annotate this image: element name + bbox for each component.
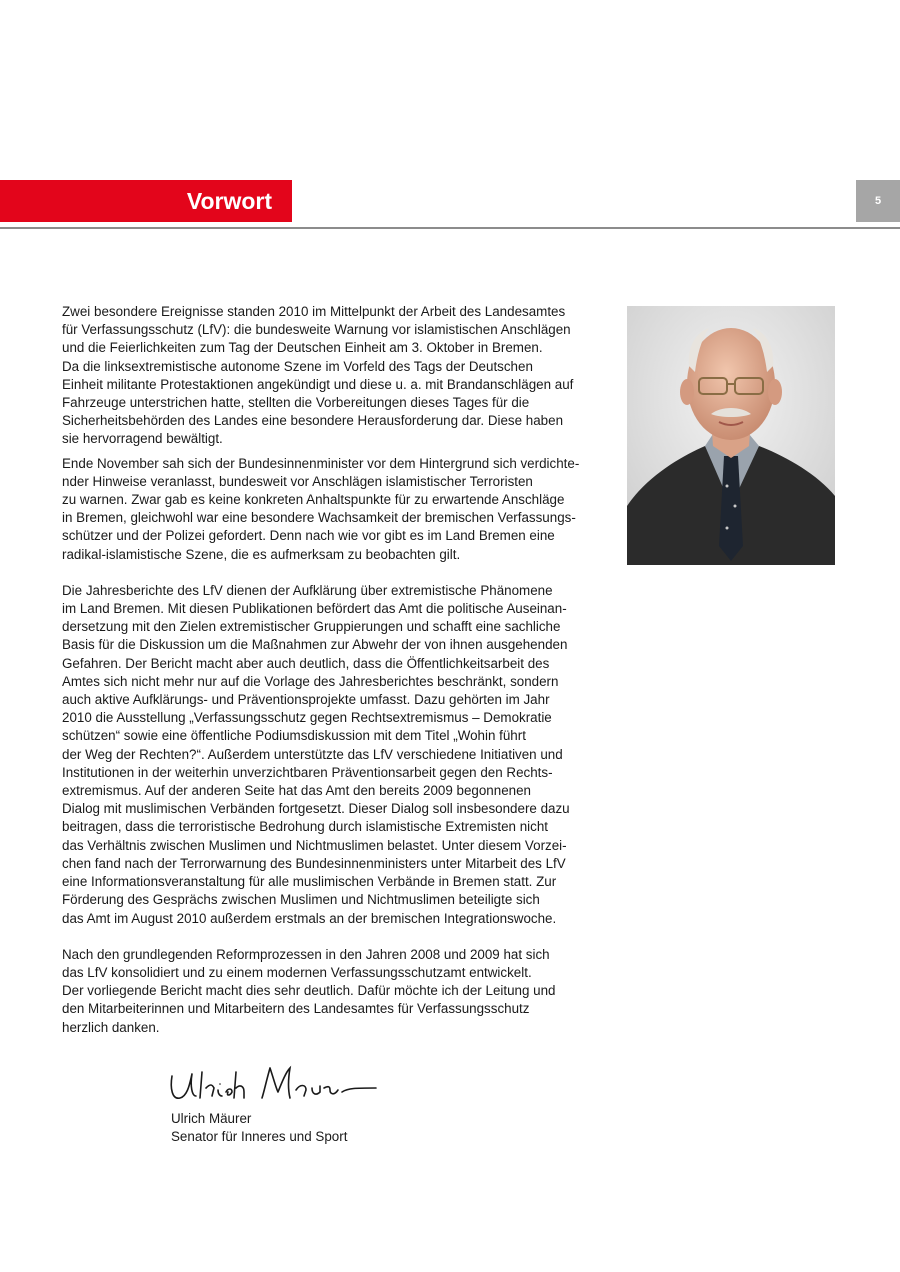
text-line: schützer und der Polizei gefordert. Denn nach wie vor gibt es im Land Bremen eine xyxy=(62,528,555,544)
text-line: für Verfassungsschutz (LfV): die bundesweite Warnung vor islamistischen Anschlägen xyxy=(62,322,571,338)
text-line: der Weg der Rechten?“. Außerdem unterstützte das LfV verschiedene Initiativen und xyxy=(62,746,563,762)
foreword-text xyxy=(62,303,612,1037)
text-line: chen fand nach der Terrorwarnung des Bundesinnenministers unter Mitarbeit des LfV xyxy=(62,855,566,871)
text-line: in Bremen, gleichwohl war eine besondere Wachsamkeit der bremischen Verfassungs- xyxy=(62,510,576,526)
text-line: Die Jahresberichte des LfV dienen der Aufklärung über extremistische Phänomene xyxy=(62,582,553,598)
text-line: im Land Bremen. Mit diesen Publikationen befördert das Amt die politische Auseinan- xyxy=(62,601,567,617)
signatory-name: Ulrich Mäurer xyxy=(171,1111,252,1126)
text-line: radikal-islamistische Szene, die es aufmerksam zu beobachten gilt. xyxy=(62,546,461,562)
text-line: das Amt im August 2010 außerdem erstmals an der bremischen Integrationswoche. xyxy=(62,910,557,926)
text-line: dersetzung mit den Zielen extremistischer Gruppierungen und schafft eine sachliche xyxy=(62,619,561,635)
handwritten-signature xyxy=(166,1062,381,1108)
text-line: sie hervorragend bewältigt. xyxy=(62,431,223,447)
text-line: eine Informationsveranstaltung für alle muslimischen Verbände in Bremen statt. Zur xyxy=(62,874,557,890)
page-number: 5 xyxy=(856,180,900,222)
text-line: beitragen, dass die terroristische Bedrohung durch islamistische Extremisten nicht xyxy=(62,819,549,835)
text-line: 2010 die Ausstellung „Verfassungsschutz gegen Rechtsextremismus – Demokratie xyxy=(62,710,552,726)
text-line: Nach den grundlegenden Reformprozessen in den Jahren 2008 und 2009 hat sich xyxy=(62,946,550,962)
signatory-role: Senator für Inneres und Sport xyxy=(171,1129,348,1145)
text-line: Ende November sah sich der Bundesinnenminister vor dem Hintergrund sich verdichte- xyxy=(62,455,580,471)
text-line: extremismus. Auf der anderen Seite hat das Amt den bereits 2009 begonnenen xyxy=(62,783,531,799)
text-line: den Mitarbeiterinnen und Mitarbeitern des Landesamtes für Verfassungsschutz xyxy=(62,1001,530,1017)
text-line: nder Hinweise veranlasst, bundesweit vor Anschlägen islamistischer Terroristen xyxy=(62,473,533,489)
text-line: Basis für die Diskussion um die Maßnahmen zur Abwehr der von ihnen ausgehenden xyxy=(62,637,568,653)
text-line: das Verhältnis zwischen Muslimen und Nichtmuslimen belastet. Unter diesem Vorzei- xyxy=(62,837,567,853)
paragraph-3 xyxy=(62,582,612,928)
paragraph-4 xyxy=(62,946,612,1037)
text-line: und die Feierlichkeiten zum Tag der Deutschen Einheit am 3. Oktober in Bremen. xyxy=(62,340,543,356)
text-line: das LfV konsolidiert und zu einem modernen Verfassungsschutzamt entwickelt. xyxy=(62,964,532,980)
text-line: zu warnen. Zwar gab es keine konkreten Anhaltspunkte für zu erwartende Anschläge xyxy=(62,492,565,508)
text-line: Der vorliegende Bericht macht dies sehr deutlich. Dafür möchte ich der Leitung und xyxy=(62,983,556,999)
section-header-bar xyxy=(0,180,292,222)
paragraph-2 xyxy=(62,455,612,564)
text-line: Förderung des Gesprächs zwischen Muslimen und Nichtmuslimen beteiligte sich xyxy=(62,892,540,908)
section-title: Vorwort xyxy=(186,188,272,214)
text-line: Einheit militante Protestaktionen angekündigt und diese u. a. mit Brandanschlägen auf xyxy=(62,376,574,392)
author-portrait xyxy=(627,306,835,565)
text-line: Amtes sich nicht mehr nur auf die Vorlage des Jahresberichtes beschränkt, sondern xyxy=(62,673,559,689)
signature-scribble xyxy=(166,1062,381,1108)
text-line: Dialog mit muslimischen Verbänden fortgesetzt. Dieser Dialog soll insbesondere dazu xyxy=(62,801,570,817)
signature-block xyxy=(171,1110,347,1146)
text-line: Institutionen in der weiterhin unverzichtbaren Präventionsarbeit gegen den Rechts- xyxy=(62,764,553,780)
text-line: Zwei besondere Ereignisse standen 2010 im Mittelpunkt der Arbeit des Landesamtes xyxy=(62,304,566,319)
text-line: Da die linksextremistische autonome Szene im Vorfeld des Tags der Deutschen xyxy=(62,358,533,374)
text-line: herzlich danken. xyxy=(62,1019,160,1035)
text-line: Fahrzeuge unterstrichen hatte, stellten die Vorbereitungen dieses Tages für die xyxy=(62,395,530,411)
header-rule xyxy=(0,227,900,229)
portrait-illustration xyxy=(627,306,835,565)
text-line: Sicherheitsbehörden des Landes eine besondere Herausforderung dar. Diese haben xyxy=(62,413,564,429)
text-line: auch aktive Aufklärungs- und Präventionsprojekte umfasst. Dazu gehörten im Jahr xyxy=(62,692,550,708)
paragraph-1 xyxy=(62,303,612,449)
text-line: schützen“ sowie eine öffentliche Podiumsdiskussion mit dem Titel „Wohin führt xyxy=(62,728,526,744)
text-line: Gefahren. Der Bericht macht aber auch deutlich, dass die Öffentlichkeitsarbeit des xyxy=(62,655,550,671)
